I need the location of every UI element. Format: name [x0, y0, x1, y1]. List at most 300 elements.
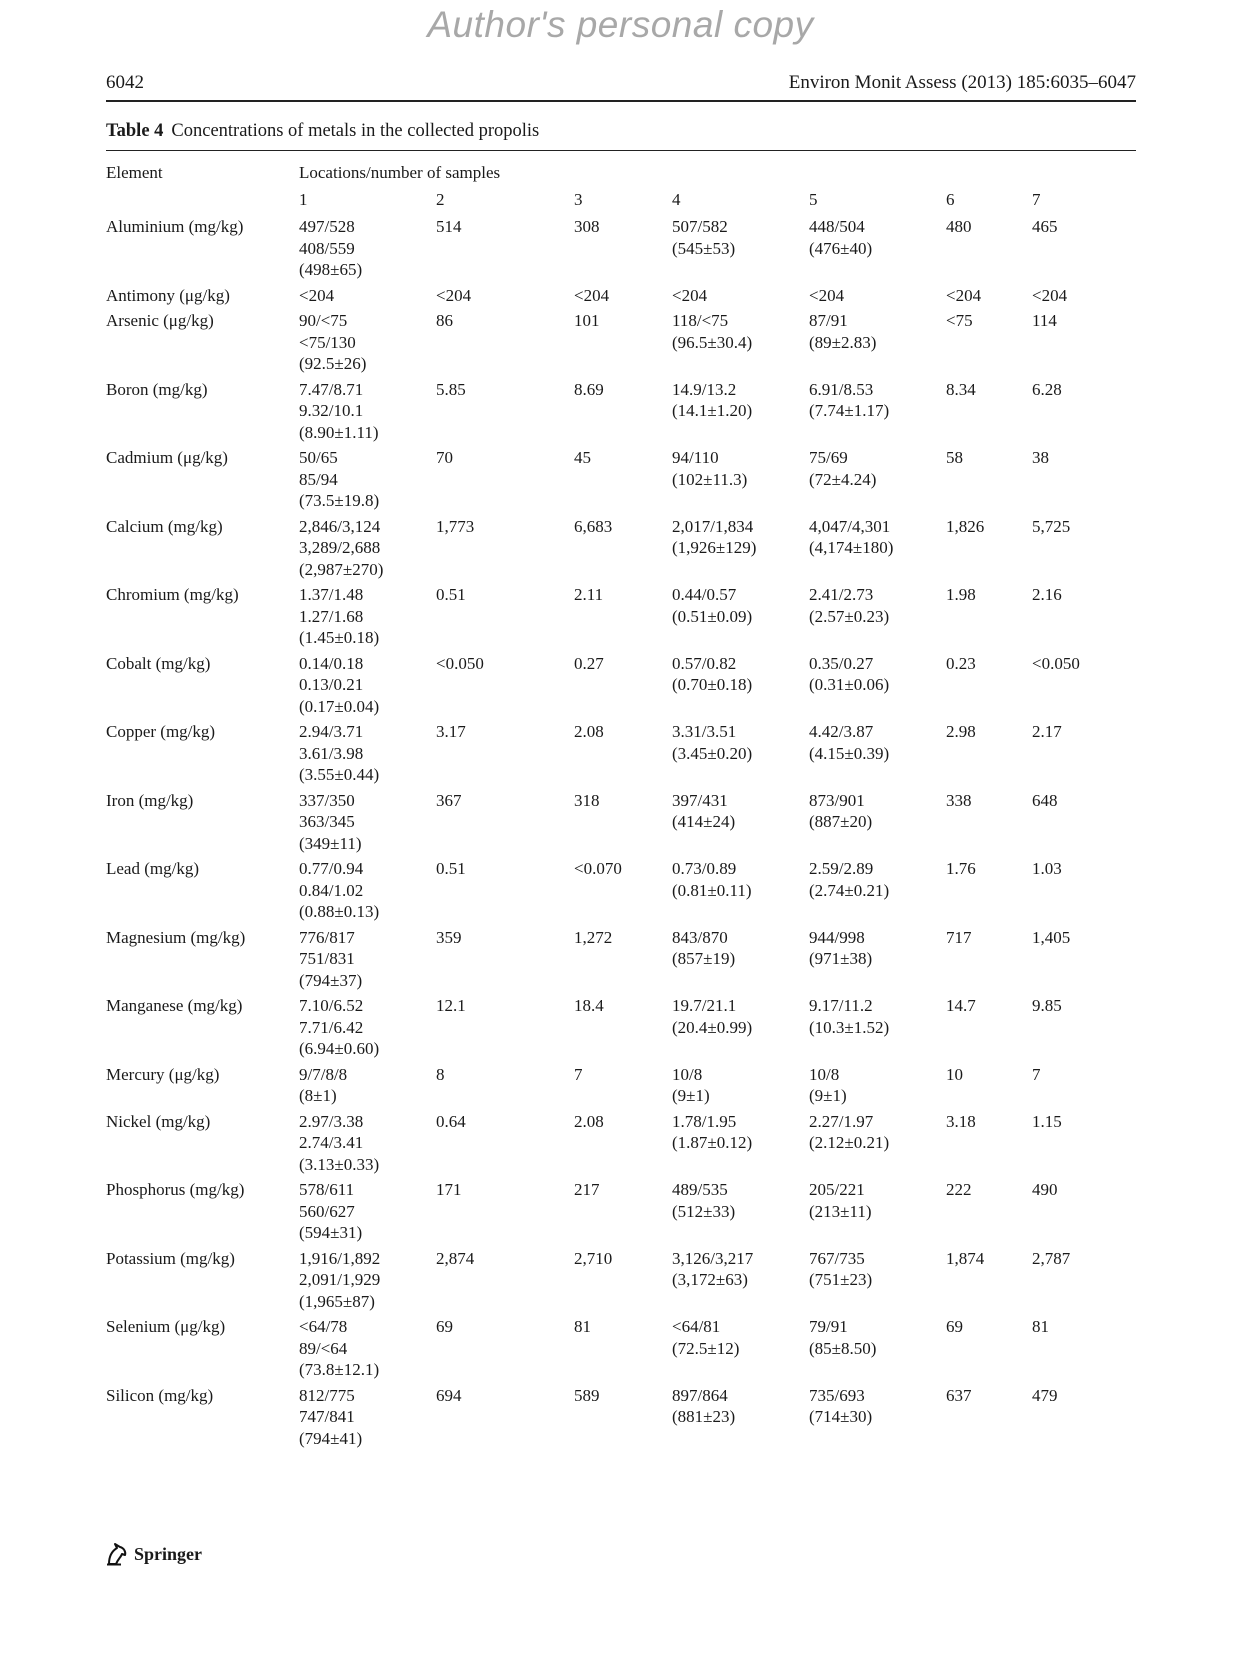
table-cell-location-1	[299, 790, 362, 855]
table-cell-location-3	[574, 1385, 600, 1407]
cell-line: 8.34	[946, 379, 976, 399]
cell-line: 560/627	[299, 1201, 355, 1221]
location-header-5: 5	[809, 190, 818, 209]
cell-line: (4.15±0.39)	[809, 743, 890, 763]
cell-line: 7	[574, 1064, 583, 1084]
table-cell-location-6	[946, 721, 976, 743]
cell-line: (751±23)	[809, 1270, 873, 1289]
cell-line: <204	[946, 285, 982, 305]
table-cell-location-5	[809, 790, 872, 833]
element-name: Phosphorus (mg/kg)	[106, 1180, 245, 1199]
table-row	[106, 653, 1136, 722]
table-cell-location-7	[1032, 721, 1062, 743]
location-header-4: 4	[672, 190, 681, 209]
table-cell-location-3	[574, 1179, 600, 1201]
cell-line: (2.57±0.23)	[809, 606, 890, 626]
table-cell-location-7	[1032, 995, 1062, 1017]
table-cell-location-2	[436, 285, 471, 307]
cell-line: (9±1)	[809, 1086, 847, 1105]
table-row	[106, 721, 1136, 790]
table-cell-location-6	[946, 653, 976, 675]
cell-line: <64/81	[672, 1317, 721, 1336]
table-cell-location-7	[1032, 516, 1070, 538]
table-cell-location-7	[1032, 927, 1070, 949]
footer	[106, 1542, 202, 1566]
journal-citation: Environ Monit Assess (2013) 185:6035–6047	[788, 72, 1136, 93]
table-cell-location-3	[574, 653, 604, 675]
cell-line: 0.51	[436, 859, 466, 878]
element-name: Antimony (μg/kg)	[106, 285, 230, 305]
table-cell-location-3	[574, 447, 591, 469]
cell-line: 0.57/0.82	[672, 653, 737, 673]
table-cell-location-2	[436, 1385, 462, 1407]
table-cell-location-2	[436, 653, 484, 675]
table-cell-location-7	[1032, 1179, 1058, 1201]
cell-line: (73.8±12.1)	[299, 1360, 380, 1379]
cell-line: 0.27	[574, 653, 604, 673]
cell-line: 843/870	[672, 927, 728, 947]
element-name: Lead (mg/kg)	[106, 859, 199, 878]
cell-line: (72.5±12)	[672, 1338, 740, 1358]
cell-line: 0.51	[436, 585, 466, 604]
element-name: Iron (mg/kg)	[106, 790, 194, 810]
table-cell-location-4	[672, 447, 747, 490]
cell-line: (476±40)	[809, 238, 873, 258]
table-cell-location-1	[299, 516, 383, 581]
table-cell-location-3	[574, 1316, 591, 1338]
cell-line: 337/350	[299, 790, 355, 810]
cell-line: 94/110	[672, 448, 719, 467]
cell-line: 2.74/3.41	[299, 1133, 364, 1152]
publisher-name: Springer	[134, 1543, 203, 1564]
cell-line: (96.5±30.4)	[672, 332, 753, 352]
cell-line: <204	[299, 285, 335, 305]
table-cell-location-1	[299, 1179, 362, 1244]
cell-line: (1,926±129)	[672, 538, 757, 557]
cell-line: (0.17±0.04)	[299, 696, 380, 716]
table-cell-location-1	[299, 584, 379, 649]
cell-line: 1,272	[574, 927, 613, 947]
cell-line: 2.16	[1032, 585, 1062, 604]
table-cell-location-2	[436, 790, 462, 812]
column-group-header: Locations/number of samples	[299, 163, 501, 182]
cell-line: <0.050	[436, 653, 484, 673]
cell-line: 90/<75	[299, 311, 348, 330]
cell-line: 70	[436, 448, 453, 467]
cell-line: (3,172±63)	[672, 1270, 748, 1289]
cell-line: 578/611	[299, 1180, 355, 1199]
cell-line: (857±19)	[672, 949, 736, 968]
cell-line: (92.5±26)	[299, 354, 367, 373]
cell-line: (498±65)	[299, 260, 363, 279]
table-cell-location-5	[809, 653, 889, 696]
cell-line: 14.7	[946, 996, 976, 1015]
cell-line: 338	[946, 790, 972, 810]
table-cell-location-2	[436, 1316, 453, 1338]
table-cell-location-2	[436, 379, 466, 401]
table-label: Table 4	[106, 121, 164, 141]
table-cell-location-4	[672, 285, 707, 307]
cell-line: 589	[574, 1385, 600, 1405]
cell-line: 812/775	[299, 1385, 355, 1405]
cell-line: (349±11)	[299, 833, 362, 853]
cell-line: 648	[1032, 790, 1058, 810]
table-cell-location-5	[809, 216, 872, 259]
cell-line: 2,017/1,834	[672, 516, 754, 536]
table-cell-location-7	[1032, 790, 1058, 812]
cell-line: 6.28	[1032, 379, 1062, 399]
cell-line: 0.64	[436, 1111, 466, 1131]
cell-line: 18.4	[574, 996, 604, 1015]
table-cell-location-2	[436, 216, 462, 238]
cell-line: (2,987±270)	[299, 559, 384, 579]
cell-line: 9.32/10.1	[299, 401, 364, 420]
table-cell-location-7	[1032, 858, 1062, 880]
location-header-3: 3	[574, 190, 583, 209]
table-row	[106, 790, 1136, 859]
cell-line: 776/817	[299, 927, 355, 947]
table-cell-location-3	[574, 790, 600, 812]
cell-line: <204	[436, 285, 472, 305]
table-cell-location-7	[1032, 447, 1049, 469]
table-header-row	[106, 162, 1136, 189]
cell-line: (414±24)	[672, 812, 736, 831]
element-name: Calcium (mg/kg)	[106, 516, 223, 536]
cell-line: (3.13±0.33)	[299, 1154, 380, 1174]
cell-line: (0.31±0.06)	[809, 675, 890, 694]
table-row	[106, 1248, 1136, 1317]
cell-line: 7	[1032, 1064, 1041, 1084]
cell-line: <75/130	[299, 332, 356, 352]
table-cell-location-2	[436, 858, 466, 880]
table-cell-location-3	[574, 927, 612, 949]
cell-line: 5.85	[436, 379, 466, 399]
cell-line: 318	[574, 790, 600, 810]
cell-line: (10.3±1.52)	[809, 1017, 890, 1037]
table-cell-location-2	[436, 927, 462, 949]
cell-line: (2.74±0.21)	[809, 880, 890, 900]
cell-line: 10/8	[809, 1064, 840, 1084]
location-header-2: 2	[436, 190, 445, 209]
cell-line: (73.5±19.8)	[299, 491, 380, 510]
cell-line: 897/864	[672, 1385, 728, 1405]
cell-line: (881±23)	[672, 1407, 736, 1426]
cell-line: (85±8.50)	[809, 1338, 877, 1358]
cell-line: 1,773	[436, 516, 475, 536]
table-cell-location-7	[1032, 1111, 1062, 1133]
table-cell-location-3	[574, 1111, 604, 1133]
table-cell-location-2	[436, 310, 453, 332]
cell-line: 6.91/8.53	[809, 379, 874, 399]
table-cell-location-4	[672, 721, 752, 764]
watermark: Author's personal copy	[427, 4, 814, 45]
cell-line: 2,091/1,929	[299, 1270, 381, 1289]
table-cell-location-1	[299, 1111, 379, 1176]
element-name: Cobalt (mg/kg)	[106, 653, 211, 673]
cell-line: (714±30)	[809, 1407, 873, 1426]
cell-line: <204	[672, 285, 708, 305]
cell-line: 101	[574, 311, 600, 330]
table-cell-location-7	[1032, 310, 1057, 332]
cell-line: 367	[436, 790, 462, 810]
table-cell-location-2	[436, 1179, 462, 1201]
table-cell-location-6	[946, 790, 972, 812]
table-cell-location-7	[1032, 1248, 1070, 1270]
table-cell-location-6	[946, 310, 973, 332]
cell-line: 2,846/3,124	[299, 516, 381, 536]
cell-line: 9/7/8/8	[299, 1064, 348, 1084]
cell-line: 0.73/0.89	[672, 859, 737, 878]
cell-line: (594±31)	[299, 1223, 363, 1242]
cell-line: 6,683	[574, 516, 613, 536]
table-cell-location-6	[946, 584, 976, 606]
table-cell-location-1	[299, 995, 379, 1060]
cell-line: 1.37/1.48	[299, 585, 364, 604]
cell-line: (102±11.3)	[672, 469, 748, 489]
cell-line: 0.77/0.94	[299, 859, 364, 878]
cell-line: 85/94	[299, 469, 338, 489]
table-cell-location-1	[299, 285, 334, 307]
table-cell-location-2	[436, 1064, 445, 1086]
cell-line: 69	[436, 1317, 453, 1336]
location-header-6: 6	[946, 190, 955, 209]
cell-line: 89/<64	[299, 1338, 348, 1358]
table-row	[106, 285, 1136, 311]
cell-line: 9.17/11.2	[809, 996, 873, 1015]
table-cell-location-2	[436, 447, 453, 469]
table-cell-location-5	[809, 995, 889, 1038]
table-cell-location-6	[946, 1316, 963, 1338]
table-row	[106, 1064, 1136, 1111]
cell-line: (794±41)	[299, 1428, 363, 1448]
table-cell-location-5	[809, 1111, 889, 1154]
cell-line: (20.4±0.99)	[672, 1017, 753, 1037]
cell-line: 3,289/2,688	[299, 538, 381, 557]
cell-line: 0.14/0.18	[299, 653, 364, 673]
cell-line: 2.97/3.38	[299, 1111, 364, 1131]
table-cell-location-4	[672, 1385, 735, 1428]
cell-line: 217	[574, 1180, 600, 1199]
cell-line: (14.1±1.20)	[672, 401, 753, 420]
table-cell-location-5	[809, 379, 889, 422]
table-cell-location-4	[672, 1316, 739, 1359]
table-cell-location-3	[574, 995, 604, 1017]
table-cell-location-4	[672, 1248, 753, 1291]
table-cell-location-5	[809, 584, 889, 627]
table-cell-location-3	[574, 1248, 612, 1270]
table-cell-location-5	[809, 721, 889, 764]
table-cell-location-7	[1032, 285, 1067, 307]
table-cell-location-7	[1032, 653, 1080, 675]
locations-header-row	[106, 189, 1136, 216]
cell-line: 8.69	[574, 379, 604, 399]
table-cell-location-1	[299, 447, 379, 512]
cell-line: 2.98	[946, 722, 976, 741]
cell-line: 514	[436, 217, 462, 236]
table-cell-location-6	[946, 285, 981, 307]
table-cell-location-5	[809, 1179, 872, 1222]
cell-line: 1,916/1,892	[299, 1248, 381, 1268]
table-row	[106, 1179, 1136, 1248]
cell-line: 5,725	[1032, 516, 1071, 536]
cell-line: (72±4.24)	[809, 469, 877, 489]
element-name: Aluminium (mg/kg)	[106, 217, 244, 236]
cell-line: 7.47/8.71	[299, 379, 364, 399]
cell-line: 58	[946, 448, 963, 467]
cell-line: (512±33)	[672, 1201, 736, 1221]
cell-line: 118/<75	[672, 311, 729, 330]
table-cell-location-5	[809, 310, 876, 353]
table-cell-location-3	[574, 310, 600, 332]
table-cell-location-1	[299, 379, 379, 444]
table-row	[106, 995, 1136, 1064]
cell-line: <64/78	[299, 1317, 348, 1336]
cell-line: 114	[1032, 311, 1057, 330]
cell-line: (0.70±0.18)	[672, 675, 753, 694]
table-cell-location-1	[299, 858, 379, 923]
cell-line: 0.44/0.57	[672, 585, 737, 604]
cell-line: 2.17	[1032, 722, 1062, 741]
element-name: Potassium (mg/kg)	[106, 1248, 235, 1268]
cell-line: <204	[809, 285, 845, 305]
table-row	[106, 858, 1136, 927]
table-cell-location-2	[436, 721, 466, 743]
cell-line: 2.27/1.97	[809, 1111, 874, 1131]
cell-line: 222	[946, 1180, 972, 1199]
cell-line: 12.1	[436, 996, 466, 1015]
table-cell-location-5	[809, 285, 844, 307]
cell-line: 19.7/21.1	[672, 996, 737, 1015]
cell-line: 4,047/4,301	[809, 516, 891, 536]
table-row	[106, 1111, 1136, 1180]
table-cell-location-1	[299, 1064, 347, 1107]
table-cell-location-1	[299, 1316, 379, 1381]
cell-line: (971±38)	[809, 949, 873, 968]
cell-line: 1.15	[1032, 1111, 1062, 1131]
table-row	[106, 1316, 1136, 1385]
cell-line: 3.61/3.98	[299, 743, 364, 763]
cell-line: 81	[574, 1317, 591, 1336]
cell-line: (0.81±0.11)	[672, 880, 752, 900]
cell-line: 2.08	[574, 722, 604, 741]
cell-line: 3.17	[436, 722, 466, 741]
cell-line: 10	[946, 1064, 963, 1084]
cell-line: (1.87±0.12)	[672, 1133, 753, 1152]
table-cell-location-2	[436, 584, 466, 606]
table-cell-location-5	[809, 516, 893, 559]
cell-line: 75/69	[809, 448, 848, 467]
table-cell-location-4	[672, 1064, 710, 1107]
table-cell-location-4	[672, 584, 752, 627]
table-cell-location-7	[1032, 1385, 1058, 1407]
cell-line: (1.45±0.18)	[299, 628, 380, 647]
table-cell-location-6	[946, 516, 984, 538]
cell-line: <204	[1032, 285, 1068, 305]
cell-line: 873/901	[809, 790, 865, 810]
table-row	[106, 516, 1136, 585]
element-name: Silicon (mg/kg)	[106, 1385, 214, 1405]
caption-rule	[106, 150, 1136, 151]
cell-line: 0.35/0.27	[809, 653, 874, 673]
cell-line: (89±2.83)	[809, 332, 877, 352]
table-row	[106, 216, 1136, 285]
cell-line: 2.94/3.71	[299, 722, 364, 741]
table-cell-location-4	[672, 995, 752, 1038]
cell-line: 0.84/1.02	[299, 880, 364, 900]
cell-line: (8.90±1.11)	[299, 422, 379, 442]
table-cell-location-3	[574, 1064, 583, 1086]
cell-line: 1.98	[946, 585, 976, 604]
table-cell-location-3	[574, 584, 603, 606]
cell-line: 1,405	[1032, 927, 1071, 947]
cell-line: 1.76	[946, 859, 976, 878]
cell-line: 363/345	[299, 812, 355, 831]
cell-line: 637	[946, 1385, 972, 1405]
table-cell-location-3	[574, 858, 622, 880]
cell-line: 308	[574, 217, 600, 236]
cell-line: 8	[436, 1064, 445, 1084]
element-name: Mercury (μg/kg)	[106, 1064, 220, 1084]
table-cell-location-5	[809, 1064, 847, 1107]
cell-line: <0.070	[574, 859, 622, 878]
cell-line: 0.23	[946, 653, 976, 673]
table-cell-location-4	[672, 858, 752, 901]
header-rule	[106, 100, 1136, 102]
table-cell-location-6	[946, 447, 963, 469]
springer-horse-icon	[106, 1542, 128, 1566]
table-cell-location-5	[809, 1248, 872, 1291]
table-cell-location-6	[946, 379, 976, 401]
cell-line: (8±1)	[299, 1086, 337, 1105]
table-cell-location-5	[809, 1385, 872, 1428]
cell-line: (1,965±87)	[299, 1291, 375, 1311]
table-row	[106, 927, 1136, 996]
cell-line: 2.08	[574, 1111, 604, 1131]
table-cell-location-1	[299, 927, 362, 992]
cell-line: (0.51±0.09)	[672, 606, 753, 626]
table-cell-location-4	[672, 216, 735, 259]
cell-line: 7.10/6.52	[299, 996, 364, 1015]
table-cell-location-1	[299, 721, 379, 786]
table-cell-location-3	[574, 721, 604, 743]
table-cell-location-1	[299, 1248, 380, 1313]
element-name: Cadmium (μg/kg)	[106, 448, 228, 467]
cell-line: (794±37)	[299, 970, 363, 990]
cell-line: (9±1)	[672, 1086, 710, 1105]
table-cell-location-2	[436, 516, 474, 538]
cell-line: 79/91	[809, 1317, 848, 1336]
cell-line: 45	[574, 448, 591, 467]
cell-line: 497/528	[299, 217, 355, 236]
element-name: Nickel (mg/kg)	[106, 1111, 211, 1131]
cell-line: 1.03	[1032, 859, 1062, 878]
cell-line: 2.11	[574, 585, 604, 604]
cell-line: 81	[1032, 1317, 1049, 1336]
element-name: Chromium (mg/kg)	[106, 585, 239, 604]
cell-line: 14.9/13.2	[672, 379, 737, 399]
cell-line: 1.27/1.68	[299, 606, 364, 626]
cell-line: 694	[436, 1385, 462, 1405]
table-cell-location-6	[946, 1179, 972, 1201]
table-cell-location-7	[1032, 1064, 1041, 1086]
cell-line: (6.94±0.60)	[299, 1039, 380, 1058]
page-header	[106, 72, 1136, 94]
element-name: Copper (mg/kg)	[106, 722, 216, 741]
cell-line: 717	[946, 927, 972, 947]
table-cell-location-6	[946, 216, 972, 238]
cell-line: 479	[1032, 1385, 1058, 1405]
table-cell-location-5	[809, 447, 876, 490]
